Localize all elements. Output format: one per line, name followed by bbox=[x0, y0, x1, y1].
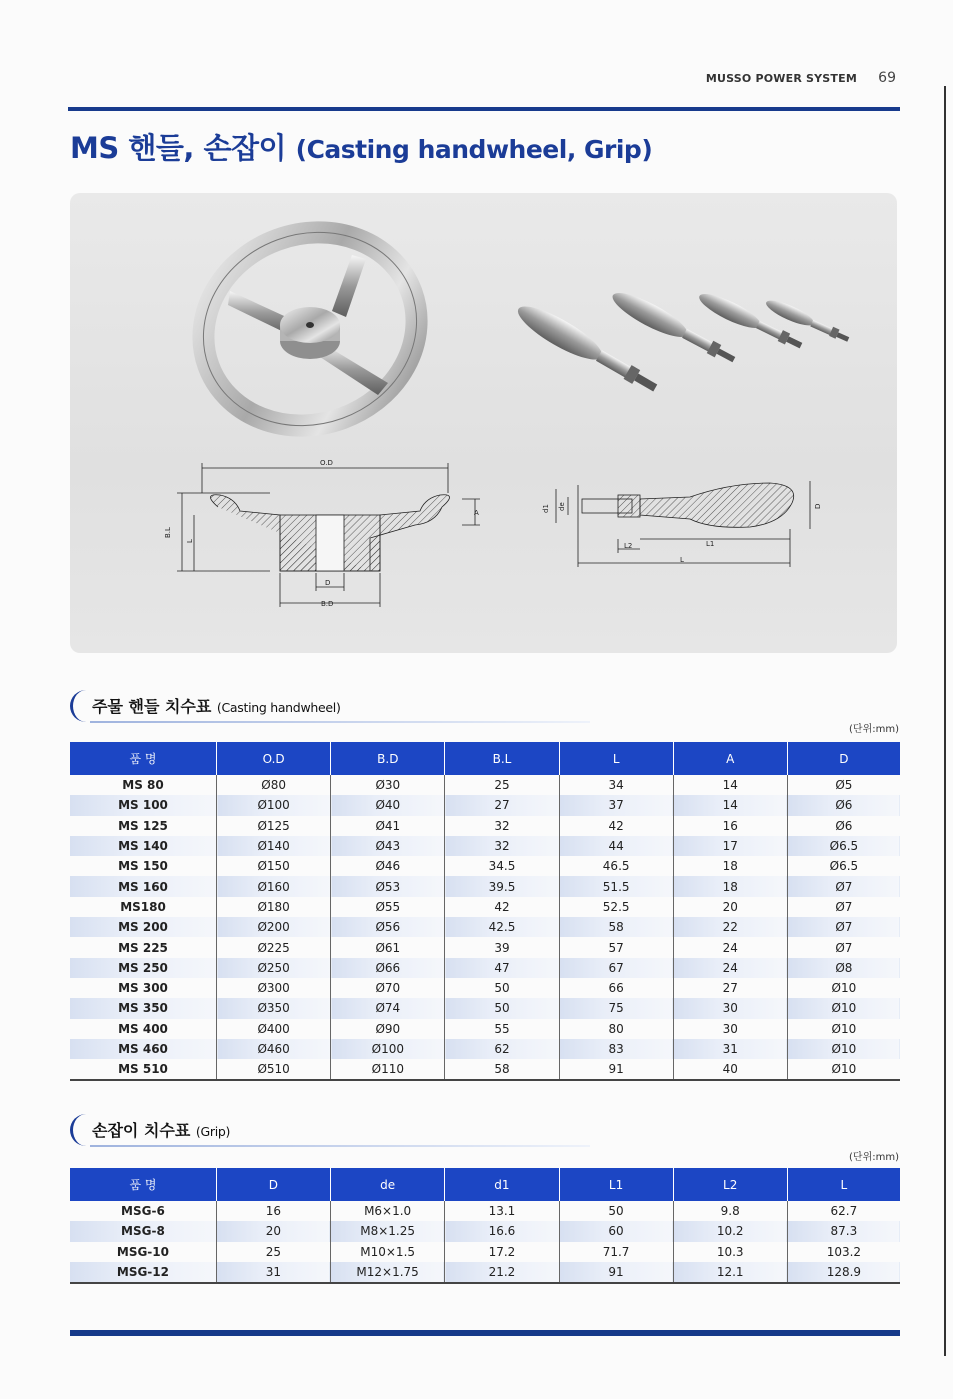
table-cell: 34.5 bbox=[445, 856, 559, 876]
table-cell: 27 bbox=[673, 978, 787, 998]
table-cell: 22 bbox=[673, 917, 787, 937]
table-cell: 30 bbox=[673, 998, 787, 1018]
table-cell: 80 bbox=[559, 1019, 673, 1039]
model-name-cell: MS180 bbox=[120, 899, 166, 914]
table-cell: Ø10 bbox=[787, 998, 900, 1018]
model-name-cell: MS 400 bbox=[118, 1021, 168, 1036]
column-header: de bbox=[330, 1168, 444, 1201]
table-cell: 42 bbox=[559, 816, 673, 836]
handwheel-photo bbox=[176, 203, 444, 455]
model-name-cell: MS 250 bbox=[70, 958, 217, 978]
table-cell: 67 bbox=[559, 958, 673, 978]
table-cell: 39.5 bbox=[445, 876, 559, 896]
column-header: d1 bbox=[445, 1168, 559, 1201]
page-number: 69 bbox=[878, 70, 896, 86]
column-header: L2 bbox=[673, 1168, 787, 1201]
column-header: 품 명 bbox=[70, 742, 217, 775]
table-cell: Ø140 bbox=[217, 836, 331, 856]
table-cell: 34 bbox=[559, 775, 673, 795]
label-grip-l: L bbox=[680, 556, 684, 564]
column-header: B.D bbox=[331, 742, 445, 775]
handwheel-unit: (단위:mm) bbox=[849, 724, 899, 735]
table-cell: 24 bbox=[673, 958, 787, 978]
table-cell: Ø70 bbox=[331, 978, 445, 998]
table-cell: Ø460 bbox=[217, 1039, 331, 1059]
label-od: O.D bbox=[320, 459, 333, 467]
label-l2: L2 bbox=[624, 542, 633, 550]
table-cell: 58 bbox=[445, 1059, 559, 1080]
table-cell: 30 bbox=[673, 1019, 787, 1039]
table-cell: 32 bbox=[445, 816, 559, 836]
model-name-cell: MS 200 bbox=[70, 917, 217, 937]
table-cell: Ø7 bbox=[787, 917, 900, 937]
table-cell: 12.1 bbox=[673, 1262, 787, 1283]
table-row bbox=[70, 1262, 900, 1283]
table-cell: 40 bbox=[673, 1059, 787, 1080]
table-row bbox=[70, 1039, 900, 1059]
table-cell: Ø53 bbox=[331, 876, 445, 896]
table-cell: Ø350 bbox=[217, 998, 331, 1018]
grip-spec-table bbox=[70, 1168, 900, 1284]
table-cell: Ø150 bbox=[217, 856, 331, 876]
table-row bbox=[70, 876, 900, 896]
table-cell: Ø61 bbox=[331, 937, 445, 957]
table-cell: Ø56 bbox=[331, 917, 445, 937]
table-cell: 58 bbox=[559, 917, 673, 937]
table-header-row bbox=[70, 742, 900, 775]
table-cell: 31 bbox=[673, 1039, 787, 1059]
table-row bbox=[70, 937, 900, 957]
table-cell: Ø100 bbox=[331, 1039, 445, 1059]
table-cell: Ø7 bbox=[787, 897, 900, 917]
table-cell: 62 bbox=[445, 1039, 559, 1059]
table-cell: Ø160 bbox=[217, 876, 331, 896]
model-name-cell: MS 510 bbox=[70, 1059, 217, 1080]
table-cell: 37 bbox=[559, 795, 673, 815]
label-l: L bbox=[186, 539, 194, 543]
table-cell: 17 bbox=[673, 836, 787, 856]
table-cell: 17.2 bbox=[445, 1242, 559, 1262]
table-cell: 18 bbox=[673, 876, 787, 896]
table-cell: Ø180 bbox=[217, 897, 331, 917]
table-cell: 32 bbox=[445, 836, 559, 856]
table-cell: 31 bbox=[216, 1262, 330, 1283]
table-row bbox=[70, 1059, 900, 1080]
model-name-cell: MS 160 bbox=[70, 876, 217, 896]
table-cell: Ø110 bbox=[331, 1059, 445, 1080]
table-cell: 91 bbox=[559, 1262, 673, 1283]
table-cell: 39 bbox=[445, 937, 559, 957]
table-row bbox=[70, 998, 900, 1018]
table-cell: 42.5 bbox=[445, 917, 559, 937]
model-name-cell: MS 125 bbox=[118, 818, 168, 833]
grip-heading-en: (Grip) bbox=[195, 1124, 231, 1139]
table-cell: 51.5 bbox=[559, 876, 673, 896]
table-cell: 50 bbox=[445, 978, 559, 998]
table-cell: 14 bbox=[673, 795, 787, 815]
table-cell: Ø300 bbox=[217, 978, 331, 998]
table-cell: 50 bbox=[445, 998, 559, 1018]
model-name-cell: MS 350 bbox=[70, 998, 217, 1018]
table-cell: Ø8 bbox=[787, 958, 900, 978]
model-name-cell: MS 225 bbox=[118, 940, 168, 955]
table-cell: Ø74 bbox=[331, 998, 445, 1018]
table-row bbox=[70, 795, 900, 815]
table-cell: Ø90 bbox=[331, 1019, 445, 1039]
table-row bbox=[70, 1221, 900, 1241]
table-cell: 66 bbox=[559, 978, 673, 998]
table-row bbox=[70, 917, 900, 937]
table-cell: 20 bbox=[673, 897, 787, 917]
table-row bbox=[70, 958, 900, 978]
table-cell: 16 bbox=[216, 1201, 330, 1221]
label-d: D bbox=[325, 579, 331, 587]
handwheel-spec-table bbox=[70, 742, 900, 1081]
column-header: B.L bbox=[445, 742, 559, 775]
table-cell: Ø6.5 bbox=[787, 856, 900, 876]
table-cell: Ø125 bbox=[217, 816, 331, 836]
table-cell: 21.2 bbox=[445, 1262, 559, 1283]
label-a: A bbox=[474, 509, 479, 517]
column-header: D bbox=[787, 742, 900, 775]
table-cell: Ø10 bbox=[787, 1059, 900, 1080]
table-cell: M12×1.75 bbox=[330, 1262, 444, 1283]
table-cell: 128.9 bbox=[787, 1262, 900, 1283]
table-cell: Ø7 bbox=[787, 937, 900, 957]
table-cell: Ø80 bbox=[217, 775, 331, 795]
table-cell: 83 bbox=[559, 1039, 673, 1059]
table-cell: Ø46 bbox=[331, 856, 445, 876]
table-cell: 24 bbox=[673, 937, 787, 957]
model-name-cell: MS 460 bbox=[70, 1039, 217, 1059]
model-name-cell: MS 300 bbox=[118, 981, 168, 996]
table-cell: Ø66 bbox=[331, 958, 445, 978]
table-cell: Ø55 bbox=[331, 897, 445, 917]
table-cell: 47 bbox=[445, 958, 559, 978]
table-cell: 20 bbox=[216, 1221, 330, 1241]
table-cell: 13.1 bbox=[445, 1201, 559, 1221]
table-cell: 18 bbox=[673, 856, 787, 876]
handwheel-heading-en: (Casting handwheel) bbox=[216, 700, 341, 715]
table-cell: 71.7 bbox=[559, 1242, 673, 1262]
table-cell: Ø5 bbox=[787, 775, 900, 795]
table-cell: Ø200 bbox=[217, 917, 331, 937]
table-cell: Ø100 bbox=[217, 795, 331, 815]
table-cell: Ø6 bbox=[787, 816, 900, 836]
section-underline bbox=[90, 1145, 590, 1147]
table-cell: Ø10 bbox=[787, 1019, 900, 1039]
table-cell: Ø43 bbox=[331, 836, 445, 856]
table-cell: M10×1.5 bbox=[330, 1242, 444, 1262]
table-cell: 91 bbox=[559, 1059, 673, 1080]
table-row bbox=[70, 1242, 900, 1262]
grip-photo bbox=[512, 286, 851, 400]
table-cell: 62.7 bbox=[787, 1201, 900, 1221]
handwheel-heading-ko: 주물 핸들 치수표 bbox=[92, 697, 212, 716]
grip-drawing bbox=[556, 481, 810, 567]
table-cell: 14 bbox=[673, 775, 787, 795]
table-cell: Ø41 bbox=[331, 816, 445, 836]
title-en: (Casting handwheel, Grip) bbox=[295, 135, 653, 164]
table-cell: 9.8 bbox=[673, 1201, 787, 1221]
column-header: L bbox=[787, 1168, 900, 1201]
table-row bbox=[70, 856, 900, 876]
column-header: 품 명 bbox=[70, 1168, 216, 1201]
table-cell: Ø225 bbox=[217, 937, 331, 957]
table-cell: 25 bbox=[445, 775, 559, 795]
label-bl: B.L bbox=[164, 527, 172, 538]
table-header-row bbox=[70, 1168, 900, 1201]
label-de: de bbox=[558, 502, 566, 511]
label-l1: L1 bbox=[706, 540, 715, 548]
model-name-cell: MS 150 bbox=[118, 859, 168, 874]
table-cell: Ø10 bbox=[787, 1039, 900, 1059]
table-row bbox=[70, 978, 900, 998]
label-grip-d: D bbox=[814, 503, 822, 509]
header-brand: MUSSO POWER SYSTEM bbox=[705, 72, 857, 85]
section-bracket bbox=[70, 690, 87, 722]
column-header: A bbox=[673, 742, 787, 775]
grip-heading-ko: 손잡이 치수표 bbox=[92, 1121, 191, 1140]
table-cell: Ø400 bbox=[217, 1019, 331, 1039]
model-name-cell: MSG-8 bbox=[70, 1221, 216, 1241]
table-cell: Ø7 bbox=[787, 876, 900, 896]
product-photo-panel bbox=[70, 193, 897, 653]
grip-unit: (단위:mm) bbox=[849, 1152, 899, 1163]
table-cell: Ø510 bbox=[217, 1059, 331, 1080]
table-cell: 46.5 bbox=[559, 856, 673, 876]
table-cell: 25 bbox=[216, 1242, 330, 1262]
table-cell: 42 bbox=[445, 897, 559, 917]
table-cell: Ø6 bbox=[787, 795, 900, 815]
column-header: D bbox=[216, 1168, 330, 1201]
table-cell: 103.2 bbox=[787, 1242, 900, 1262]
table-cell: Ø6.5 bbox=[787, 836, 900, 856]
table-cell: Ø10 bbox=[787, 978, 900, 998]
table-row bbox=[70, 1201, 900, 1221]
table-cell: 50 bbox=[559, 1201, 673, 1221]
model-name-cell: MS 100 bbox=[70, 795, 217, 815]
label-bd: B.D bbox=[321, 600, 334, 608]
table-cell: Ø250 bbox=[217, 958, 331, 978]
column-header: L bbox=[559, 742, 673, 775]
table-cell: Ø40 bbox=[331, 795, 445, 815]
page-title bbox=[70, 126, 652, 167]
page-edge bbox=[944, 86, 946, 1356]
table-cell: 10.3 bbox=[673, 1242, 787, 1262]
label-d1: d1 bbox=[542, 504, 550, 513]
model-name-cell: MSG-12 bbox=[70, 1262, 216, 1283]
table-cell: 87.3 bbox=[787, 1221, 900, 1241]
table-cell: 44 bbox=[559, 836, 673, 856]
table-cell: 16 bbox=[673, 816, 787, 836]
table-row bbox=[70, 816, 900, 836]
table-cell: M6×1.0 bbox=[330, 1201, 444, 1221]
bottom-rule bbox=[70, 1330, 900, 1336]
section-bracket bbox=[70, 1114, 87, 1146]
table-row bbox=[70, 836, 900, 856]
table-cell: Ø30 bbox=[331, 775, 445, 795]
section-underline bbox=[90, 721, 590, 723]
table-cell: 52.5 bbox=[559, 897, 673, 917]
top-rule bbox=[68, 107, 900, 111]
model-name-cell: MSG-6 bbox=[121, 1204, 165, 1219]
table-cell: 16.6 bbox=[445, 1221, 559, 1241]
column-header: L1 bbox=[559, 1168, 673, 1201]
table-cell: 75 bbox=[559, 998, 673, 1018]
model-name-cell: MSG-10 bbox=[116, 1244, 169, 1259]
table-cell: 27 bbox=[445, 795, 559, 815]
table-row bbox=[70, 775, 900, 795]
table-cell: 60 bbox=[559, 1221, 673, 1241]
table-row bbox=[70, 897, 900, 917]
table-cell: 57 bbox=[559, 937, 673, 957]
title-ko: MS 핸들, 손잡이 bbox=[70, 131, 287, 165]
table-cell: 10.2 bbox=[673, 1221, 787, 1241]
column-header: O.D bbox=[217, 742, 331, 775]
table-cell: M8×1.25 bbox=[330, 1221, 444, 1241]
model-name-cell: MS 140 bbox=[70, 836, 217, 856]
table-row bbox=[70, 1019, 900, 1039]
table-cell: 55 bbox=[445, 1019, 559, 1039]
model-name-cell: MS 80 bbox=[122, 778, 164, 793]
